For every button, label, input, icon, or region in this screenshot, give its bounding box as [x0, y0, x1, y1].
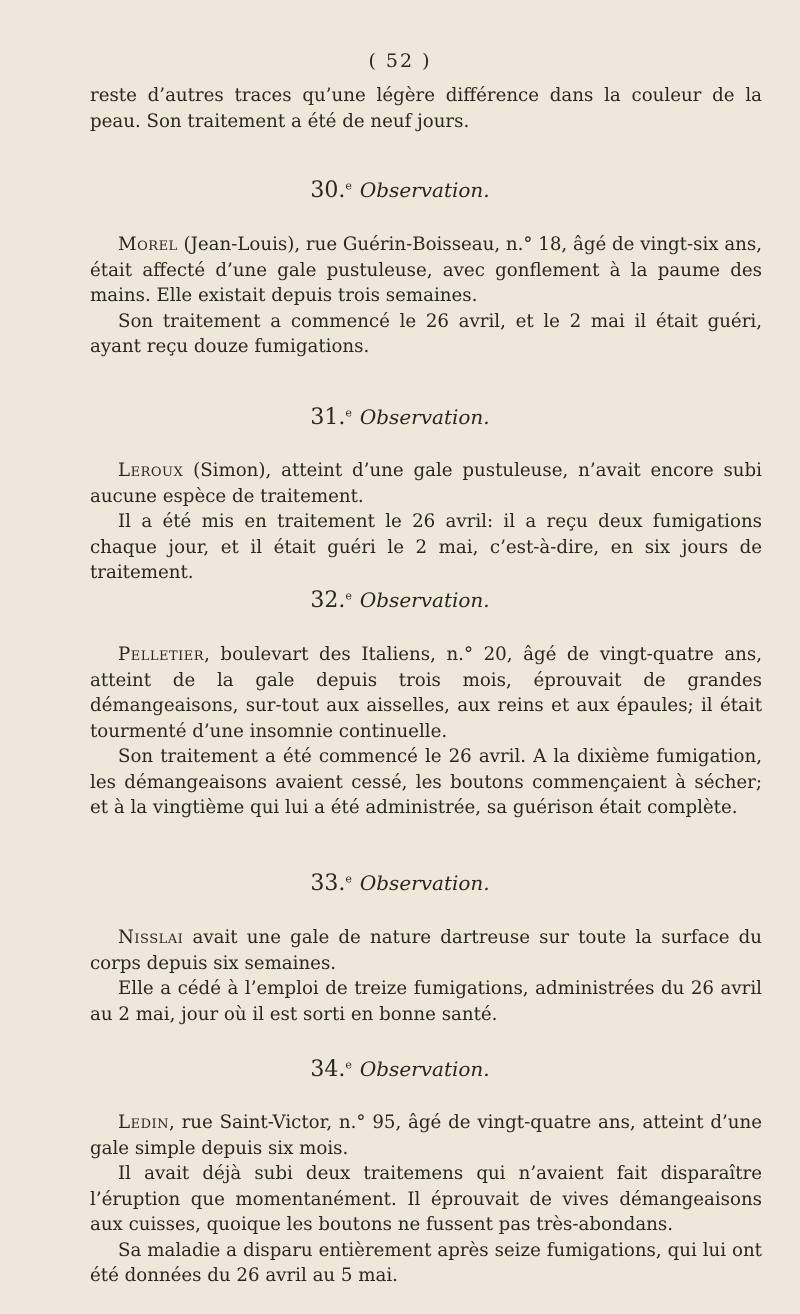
ordinal-suffix: e	[345, 406, 352, 420]
observation-number: 33.	[310, 871, 346, 896]
observation-31-heading	[0, 405, 800, 430]
intro-line-2: peau. Son traitement a été de neuf jours.	[90, 110, 470, 132]
patient-name: Leroux	[118, 460, 184, 481]
ordinal-suffix: e	[345, 1058, 352, 1072]
observation-number: 30.	[310, 178, 346, 203]
observation-title: Observation.	[359, 871, 490, 895]
patient-name: Pelletier	[118, 644, 205, 665]
observation-number: 34.	[310, 1057, 346, 1082]
observation-32-paragraph-1: Pelletier, boulevart des Italiens, n.° 20, âgé de vingt-quatre ans, atteint de la gale depuis trois mois, éprouvait de grandes démangeaisons, sur-tout aux aisselles, aux reins et aux épaules; il était tourmenté d’une insomnie continuelle.	[90, 644, 762, 742]
intro-line-1: reste d’autres traces qu’une légère différence dans la couleur de la	[90, 85, 762, 106]
observation-32-body	[90, 642, 762, 821]
intro-paragraph	[90, 83, 762, 134]
observation-34-paragraph-3: Sa maladie a disparu entièrement après seize fumigations, qui lui ont été données du 26 avril au 5 mai.	[90, 1239, 762, 1286]
observation-33-paragraph-1: Nisslai avait une gale de nature dartreuse sur toute la surface du corps depuis six semaines.	[90, 927, 762, 974]
observation-34-heading	[0, 1057, 800, 1082]
patient-name: Ledin	[118, 1112, 170, 1133]
patient-name: Morel	[118, 234, 178, 255]
observation-title: Observation.	[359, 588, 490, 612]
observation-33-heading	[0, 871, 800, 896]
observation-33-paragraph-2: Elle a cédé à l’emploi de treize fumigations, administrées du 26 avril au 2 mai, jour où il est sorti en bonne santé.	[90, 978, 762, 1025]
observation-31-paragraph-1: Leroux (Simon), atteint d’une gale pustuleuse, n’avait encore subi aucune espèce de traitement.	[90, 460, 762, 507]
patient-name: Nisslai	[118, 927, 184, 948]
observation-title: Observation.	[359, 178, 490, 202]
observation-30-paragraph-2: Son traitement a commencé le 26 avril, et le 2 mai il était guéri, ayant reçu douze fumigations.	[90, 310, 762, 357]
ordinal-suffix: e	[345, 589, 352, 603]
observation-31-body	[90, 458, 762, 586]
observation-number: 32.	[310, 588, 346, 613]
observation-34-body	[90, 1110, 762, 1289]
observation-title: Observation.	[359, 405, 490, 429]
observation-30-body	[90, 232, 762, 360]
observation-title: Observation.	[359, 1057, 490, 1081]
ordinal-suffix: e	[345, 872, 352, 886]
observation-number: 31.	[310, 405, 346, 430]
observation-34-paragraph-2: Il avait déjà subi deux traitemens qui n’avaient fait disparaître l’éruption que momentanément. Il éprouvait de vives démangeaisons aux cuisses, quoique les boutons ne fussent pas très-abondans.	[90, 1163, 762, 1235]
observation-34-paragraph-1: Ledin, rue Saint-Victor, n.° 95, âgé de vingt-quatre ans, atteint d’une gale simple depuis six mois.	[90, 1112, 762, 1159]
observation-30-heading	[0, 178, 800, 203]
observation-32-paragraph-2: Son traitement a été commencé le 26 avril. A la dixième fumigation, les démangeaisons avaient cessé, les boutons commençaient à sécher; et à la vingtième qui lui a été administrée, sa guérison était complète.	[90, 746, 762, 818]
observation-30-paragraph-1: Morel (Jean-Louis), rue Guérin-Boisseau, n.° 18, âgé de vingt-six ans, était affecté d’une gale pustuleuse, avec gonflement à la paume des mains. Elle existait depuis trois semaines.	[90, 234, 762, 306]
observation-33-body	[90, 925, 762, 1027]
observation-32-heading	[0, 588, 800, 613]
observation-31-paragraph-2: Il a été mis en traitement le 26 avril: il a reçu deux fumigations chaque jour, et il était guéri le 2 mai, c’est-à-dire, en six jours de traitement.	[90, 511, 762, 583]
page-number: ( 52 )	[368, 50, 432, 72]
ordinal-suffix: e	[345, 179, 352, 193]
